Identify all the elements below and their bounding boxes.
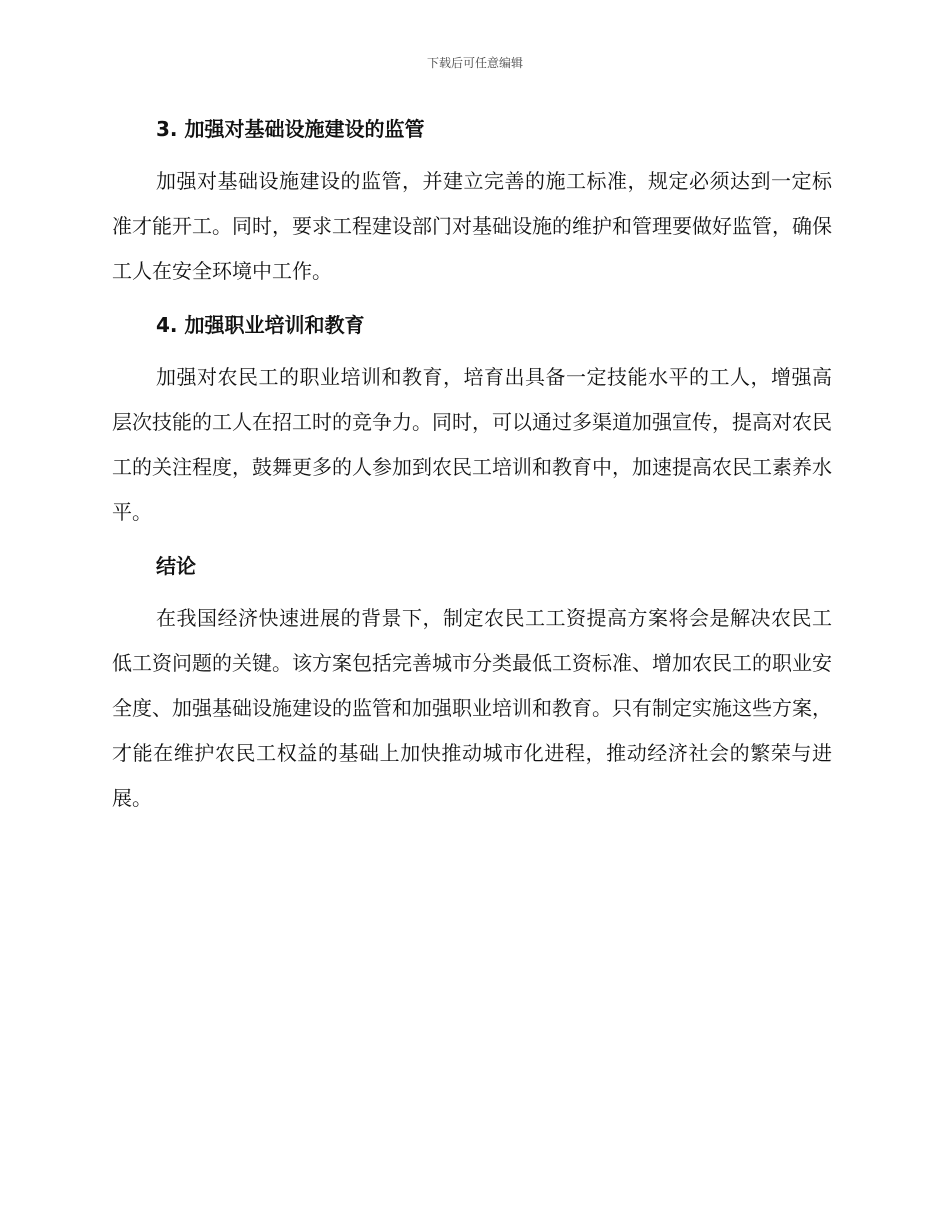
section-heading: 4. 加强职业培训和教育 [156,313,365,337]
section-paragraph: 加强对基础设施建设的监管，并建立完善的施工标准，规定必须达到一定标准才能开工。同时，要求工程建设部门对基础设施的维护和管理要做好监管，确保工人在安全环境中工作。 [112,169,832,283]
page-header: 下载后可任意编辑 [426,56,523,70]
document-body [112,112,832,821]
conclusion-paragraph: 在我国经济快速进展的背景下，制定农民工工资提高方案将会是解决农民工低工资问题的关键。该方案包括完善城市分类最低工资标准、增加农民工的职业安全度、加强基础设施建设的监管和加强职业培训和教育。只有制定实施这些方案，才能在维护农民工权益的基础上加快推动城市化进程，推动经济社会的繁荣与进展。 [112,606,832,810]
section-heading: 3. 加强对基础设施建设的监管 [156,117,425,141]
section-paragraph: 加强对农民工的职业培训和教育，培育出具备一定技能水平的工人，增强高层次技能的工人在招工时的竞争力。同时，可以通过多渠道加强宣传，提高对农民工的关注程度，鼓舞更多的人参加到农民工培训和教育中，加速提高农民工素养水平。 [112,365,832,524]
conclusion-heading: 结论 [156,554,196,578]
